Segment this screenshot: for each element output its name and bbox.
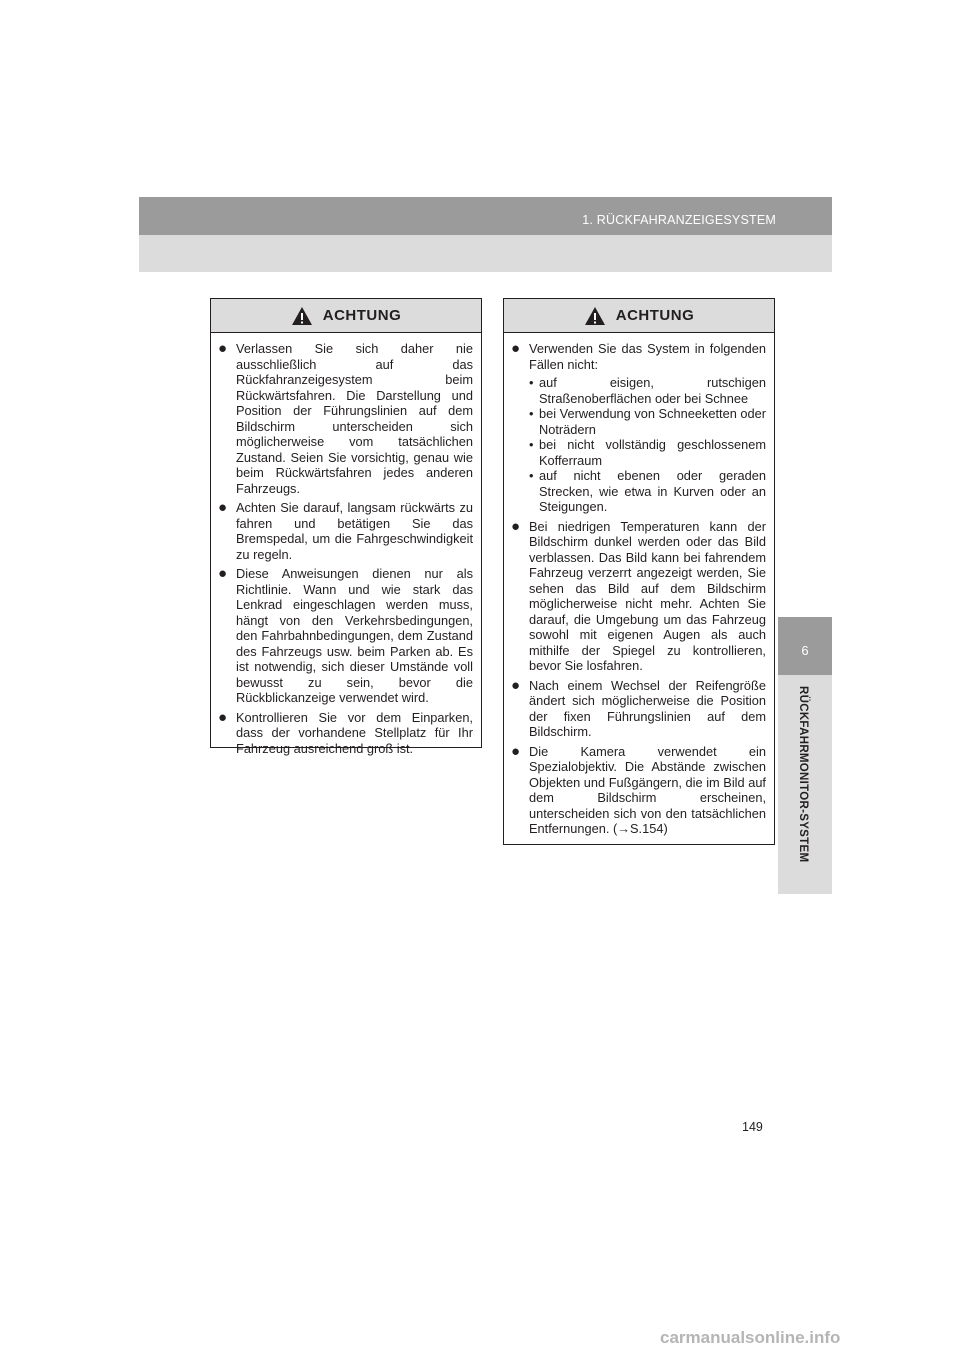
sub-item: • bei Verwendung von Schneeketten oder Noträdern xyxy=(529,406,766,437)
header-subband xyxy=(139,235,832,272)
caution-title: ACHTUNG xyxy=(322,307,402,324)
caution-box-left xyxy=(210,298,482,756)
caution-box-right xyxy=(503,298,775,845)
caution-title: ACHTUNG xyxy=(615,307,695,324)
sub-item: • auf nicht ebenen oder geraden Strecken, wie etwa in Kurven oder an Steigungen. xyxy=(529,468,766,514)
page-number: 149 xyxy=(742,1120,763,1134)
caution-item: ● Nach einem Wechsel der Reifengröße ändert sich möglicherweise die Position der fixen Führungslinien auf dem Bildschirm. xyxy=(511,676,766,739)
header-band xyxy=(139,197,832,235)
caution-header xyxy=(504,299,774,333)
caution-item: ● Verwenden Sie das System in folgenden Fällen nicht: • auf eisigen, rutschigen Straßenoberflächen oder bei Schnee • bei Verwendung von Schneeketten oder Noträdern • bei nicht vollständig geschlossenem Kofferraum • auf nicht ebenen oder geraden Strecken, wie etwa in Kurven oder an Steigungen. xyxy=(511,340,766,514)
chapter-number: 6 xyxy=(801,643,809,658)
warning-icon xyxy=(291,306,313,326)
section-title: 1. RÜCKFAHRANZEIGESYSTEM xyxy=(582,213,776,227)
caution-item: ● Kontrollieren Sie vor dem Einparken, dass der vorhandene Stellplatz für Ihr Fahrzeug ausreichend groß ist. xyxy=(218,708,473,756)
caution-item: ● Die Kamera verwendet ein Spezialobjektiv. Die Abstände zwischen Objekten und Fußgängern, die im Bild auf dem Bildschirm erscheinen, unterscheiden sich von den tatsächlichen Entfernungen. (→S.154) xyxy=(511,742,766,836)
chapter-tab xyxy=(778,617,832,675)
warning-icon xyxy=(584,306,606,326)
chapter-label: RÜCKFAHRMONITOR-SYSTEM xyxy=(797,686,809,863)
sub-item: • bei nicht vollständig geschlossenem Kofferraum xyxy=(529,437,766,468)
watermark: carmanualsonline.info xyxy=(660,1328,841,1347)
caution-item: ● Diese Anweisungen dienen nur als Richtlinie. Wann und wie stark das Lenkrad eingeschlagen werden muss, hängt von den Verkehrsbedingungen, den Fahrbahnbedingungen, dem Zustand des Fahrzeugs usw. beim Parken ab. Es ist notwendig, sich dieser Umstände voll bewusst zu sein, bevor die Rückblickanzeige verwendet wird. xyxy=(218,565,473,705)
caution-item: ● Bei niedrigen Temperaturen kann der Bildschirm dunkel werden oder das Bild verblassen. Das Bild kann bei fahrendem Fahrzeug verzerrt angezeigt werden, Sie sehen das Bild auf dem Bildschirm möglicherweise nicht mehr. Achten Sie darauf, die Umgebung um das Fahrzeug sowohl mit eigenen Augen als auch mithilfe der Spiegel zu kontrollieren, bevor Sie losfahren. xyxy=(511,517,766,673)
sub-item: • auf eisigen, rutschigen Straßenoberflächen oder bei Schnee xyxy=(529,375,766,406)
caution-intro: Verwenden Sie das System in folgenden Fällen nicht: xyxy=(529,341,766,372)
caution-item: ● Verlassen Sie sich daher nie ausschließlich auf das Rückfahranzeigesystem beim Rückwärtsfahren. Die Darstellung und Position der Führungslinien auf dem Bildschirm unterscheiden sich möglicherweise vom tatsächlichen Zustand. Seien Sie vorsichtig, genau wie beim Rückwärtsfahren jedes anderen Fahrzeugs. xyxy=(218,340,473,496)
caution-item: ● Achten Sie darauf, langsam rückwärts zu fahren und betätigen Sie das Bremspedal, um die Fahrgeschwindigkeit zu regeln. xyxy=(218,499,473,562)
caution-header xyxy=(211,299,481,333)
